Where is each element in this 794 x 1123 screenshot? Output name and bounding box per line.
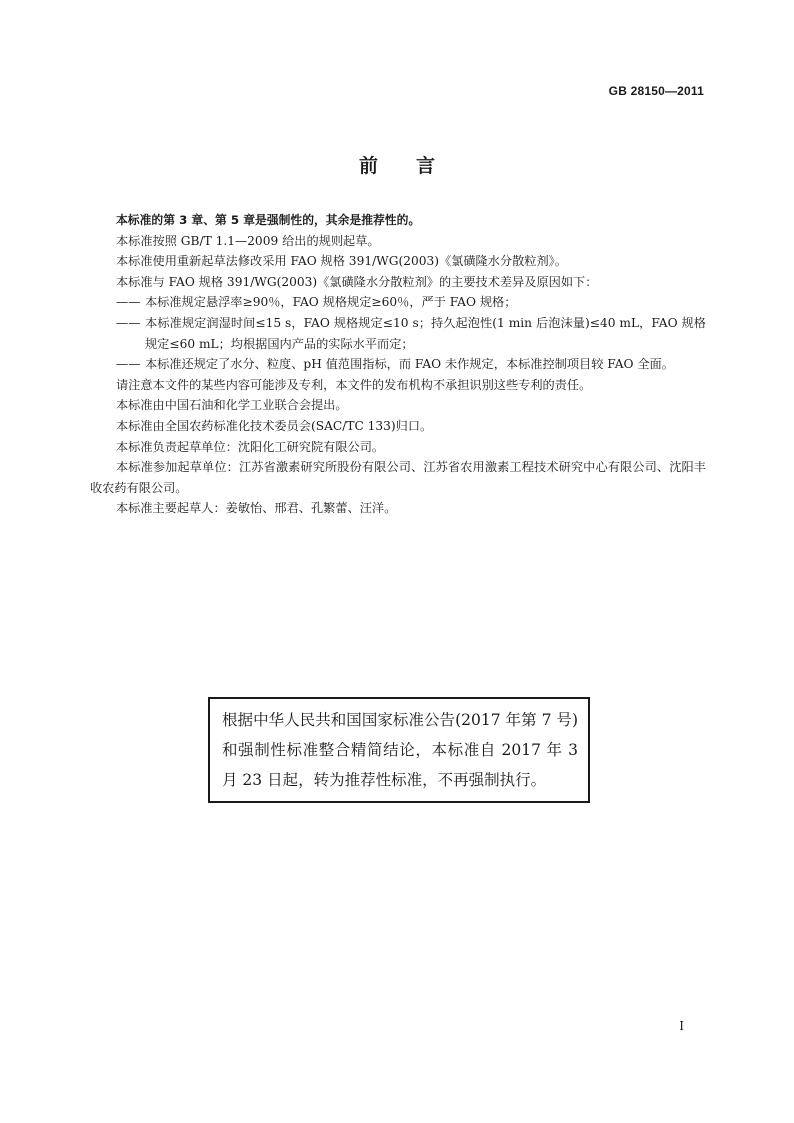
dash-mark: —— xyxy=(116,357,141,372)
difference-item xyxy=(90,292,706,313)
difference-text: 本标准规定悬浮率≥90％，FAO 规格规定≥60％，严于 FAO 规格； xyxy=(145,295,517,310)
difference-item xyxy=(90,354,706,375)
paragraph-patent-notice: 请注意本文件的某些内容可能涉及专利，本文件的发布机构不承担识别这些专利的责任。 xyxy=(116,377,592,392)
paragraph-technical-differences: 本标准与 FAO 规格 391/WG(2003)《氯磺隆水分散粒剂》的主要技术差异及原因如下： xyxy=(116,274,598,289)
difference-text: 本标准还规定了水分、粒度、pH 值范围指标，而 FAO 未作规定，本标准控制项目较 FAO 全面。 xyxy=(145,357,674,372)
dash-mark: —— xyxy=(116,315,141,330)
difference-text: 本标准规定润湿时间≤15 s，FAO 规格规定≤10 s；持久起泡性(1 min 后泡沫量)≤40 mL，FAO 规格规定≤60 mL；均根据国内产品的实际水平而定； xyxy=(145,315,706,351)
standard-code: GB 28150—2011 xyxy=(608,84,704,98)
difference-item xyxy=(90,313,706,354)
page-number: I xyxy=(679,1019,684,1033)
paragraph-main-drafters: 本标准主要起草人：姜敏怡、邢君、孔繁蕾、汪洋。 xyxy=(116,501,397,516)
dash-mark: —— xyxy=(116,295,141,310)
paragraph-technical-committee: 本标准由全国农药标准化技术委员会(SAC/TC 133)归口。 xyxy=(116,418,433,433)
foreword-body xyxy=(90,210,706,519)
paragraph-proposer: 本标准由中国石油和化学工业联合会提出。 xyxy=(116,398,348,413)
paragraph-adoption-method: 本标准使用重新起草法修改采用 FAO 规格 391/WG(2003)《氯磺隆水分散粒剂》。 xyxy=(116,254,567,269)
paragraph-lead-drafter: 本标准负责起草单位：沈阳化工研究院有限公司。 xyxy=(116,439,385,454)
paragraph-mandatory-chapters: 本标准的第 3 章、第 5 章是强制性的，其余是推荐性的。 xyxy=(116,213,421,227)
paragraph-drafting-rules: 本标准按照 GB/T 1.1—2009 给出的规则起草。 xyxy=(116,233,380,248)
status-notice-box: 根据中华人民共和国国家标准公告(2017 年第 7 号)和强制性标准整合精简结论，本标准自 2017 年 3 月 23 日起，转为推荐性标准，不再强制执行。 xyxy=(208,697,590,803)
paragraph-participating-drafters: 本标准参加起草单位：江苏省激素研究所股份有限公司、江苏省农用激素工程技术研究中心有限公司、沈阳丰收农药有限公司。 xyxy=(90,460,706,495)
page-title: 前言 xyxy=(358,155,473,177)
